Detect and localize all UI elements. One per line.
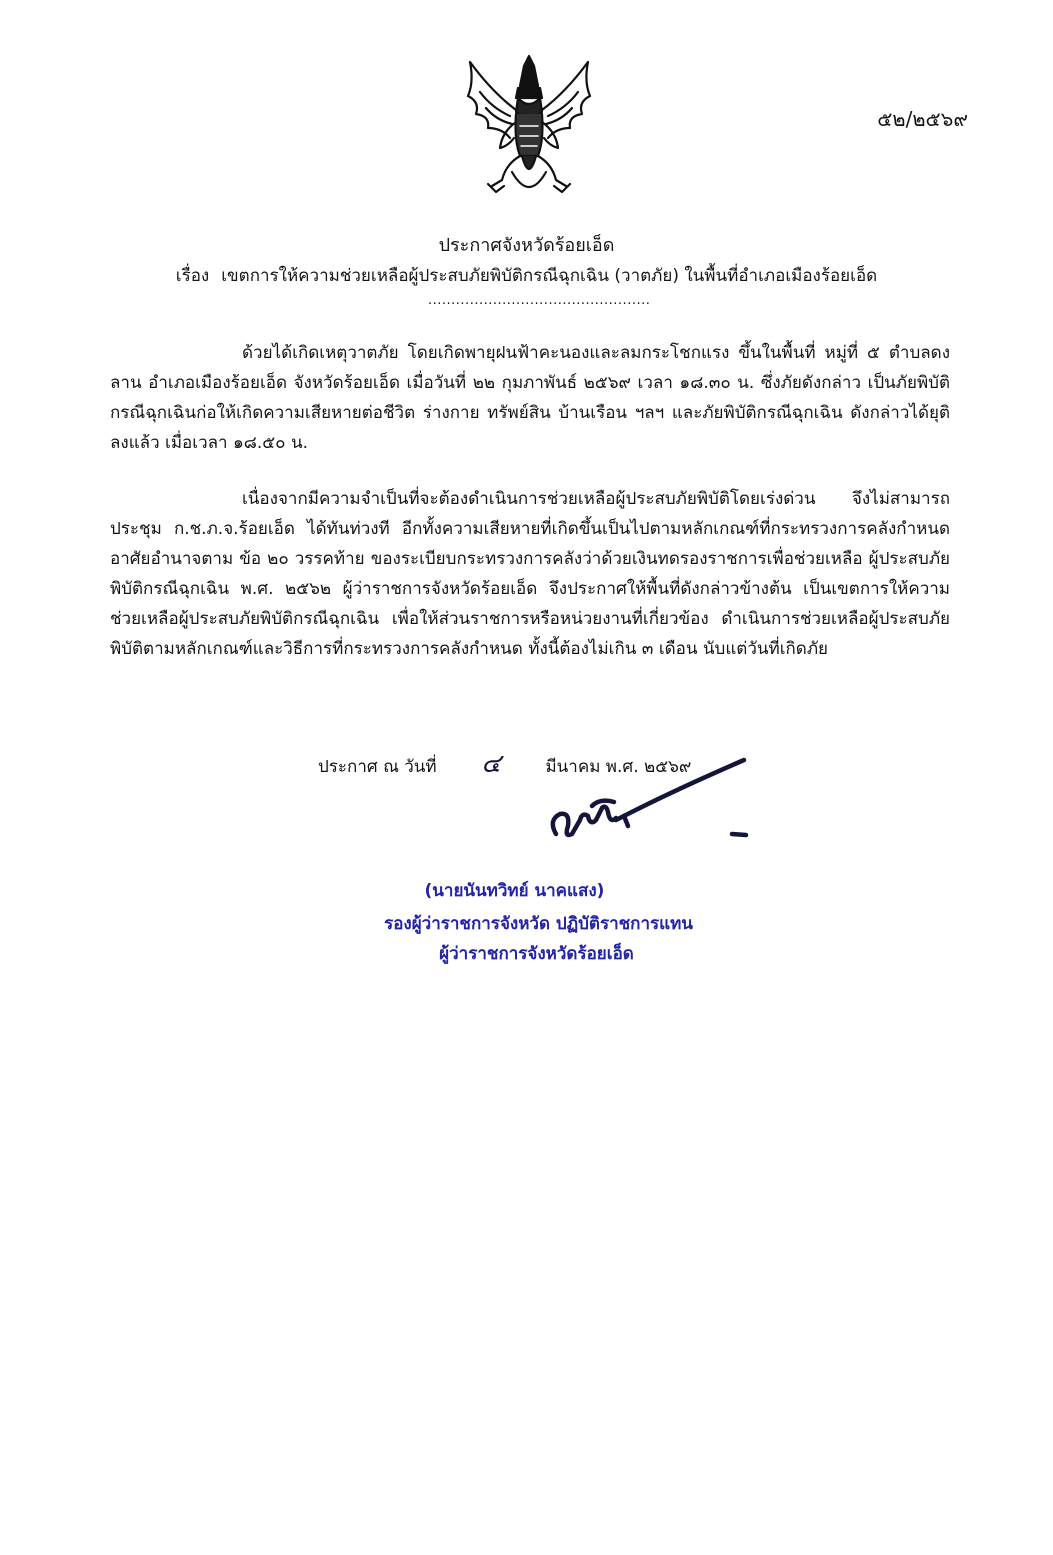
paragraph-text: เนื่องจากมีความจำเป็นที่จะต้องดำเนินการช่วยเหลือผู้ประสบภัยพิบัติโดยเร่งด่วน จึงไม่สามารถ ประชุม ก.ช.ภ.จ.ร้อยเอ็ด ได้ทันท่วงที อีกทั้งความเสียหายที่เกิดขึ้นเป็นไปตามหลักเกณฑ์ที่กระทรวงการคลังกำหนด อาศัยอำนาจตาม ข้อ ๒๐ วรรคท้าย ของระเบียบกระทรวงการคลังว่าด้วยเงินทดรองราชการเพื่อช่วยเหลือ ผู้ประสบภัยพิบัติกรณีฉุกเฉิน พ.ศ. ๒๕๖๒ ผู้ว่าราชการจังหวัดร้อยเอ็ด จึงประกาศให้พื้นที่ดังกล่าวข้างต้น เป็นเขตการให้ความช่วยเหลือผู้ประสบภัยพิบัติกรณีฉุกเฉิน เพื่อให้ส่วนราชการหรือหน่วยงานที่เกี่ยวข้อง ดำเนินการช่วยเหลือผู้ประสบภัยพิบัติตามหลักเกณฑ์และวิธีการที่กระทรวงการคลังกำหนด ทั้งนี้ต้องไม่เกิน ๓ เดือน นับแต่วันที่เกิดภัย xyxy=(110,489,950,659)
subject-line xyxy=(0,262,1053,289)
subject-label: เรื่อง xyxy=(175,266,210,286)
subject-text: เขตการให้ความช่วยเหลือผู้ประสบภัยพิบัติกรณีฉุกเฉิน (วาตภัย) ในพื้นที่อำเภอเมืองร้อยเอ็ด xyxy=(221,266,878,286)
date-month-year: มีนาคม พ.ศ. ๒๕๖๙ xyxy=(545,757,692,777)
signer-name: (นายนันทวิทย์ นาคแสง) xyxy=(424,881,605,901)
paragraph-text: ด้วยได้เกิดเหตุวาตภัย โดยเกิดพายุฝนฟ้าคะนองและลมกระโชกแรง ขึ้นในพื้นที่ หมู่ที่ ๕ ตำบลดงลาน อำเภอเมืองร้อยเอ็ด จังหวัดร้อยเอ็ด เมื่อวันที่ ๒๒ กุมภาพันธ์ ๒๕๖๙ เวลา ๑๘.๓๐ น. ซึ่งภัยดังกล่าว เป็นภัยพิบัติกรณีฉุกเฉินก่อให้เกิดความเสียหายต่อชีวิต ร่างกาย ทรัพย์สิน บ้านเรือน ฯลฯ และภัยพิบัติกรณีฉุกเฉิน ดังกล่าวได้ยุติลงแล้ว เมื่อเวลา ๑๘.๕๐ น. xyxy=(110,343,950,453)
body-paragraph-1 xyxy=(110,338,950,458)
page-title: ประกาศจังหวัดร้อยเอ็ด xyxy=(438,235,615,256)
divider-dots: ................................................ xyxy=(428,293,650,308)
document-number: ๕๒/๒๕๖๙ xyxy=(877,107,968,131)
date-prefix: ประกาศ ณ วันที่ xyxy=(318,757,437,777)
signer-title: รองผู้ว่าราชการจังหวัด ปฏิบัติราชการแทน xyxy=(384,914,693,934)
handwritten-signature xyxy=(520,742,780,852)
signer-position: ผู้ว่าราชการจังหวัดร้อยเอ็ด xyxy=(439,944,634,964)
garuda-emblem-icon xyxy=(462,52,596,202)
body-paragraph-2 xyxy=(110,484,950,664)
date-day: ๔ xyxy=(481,749,501,779)
